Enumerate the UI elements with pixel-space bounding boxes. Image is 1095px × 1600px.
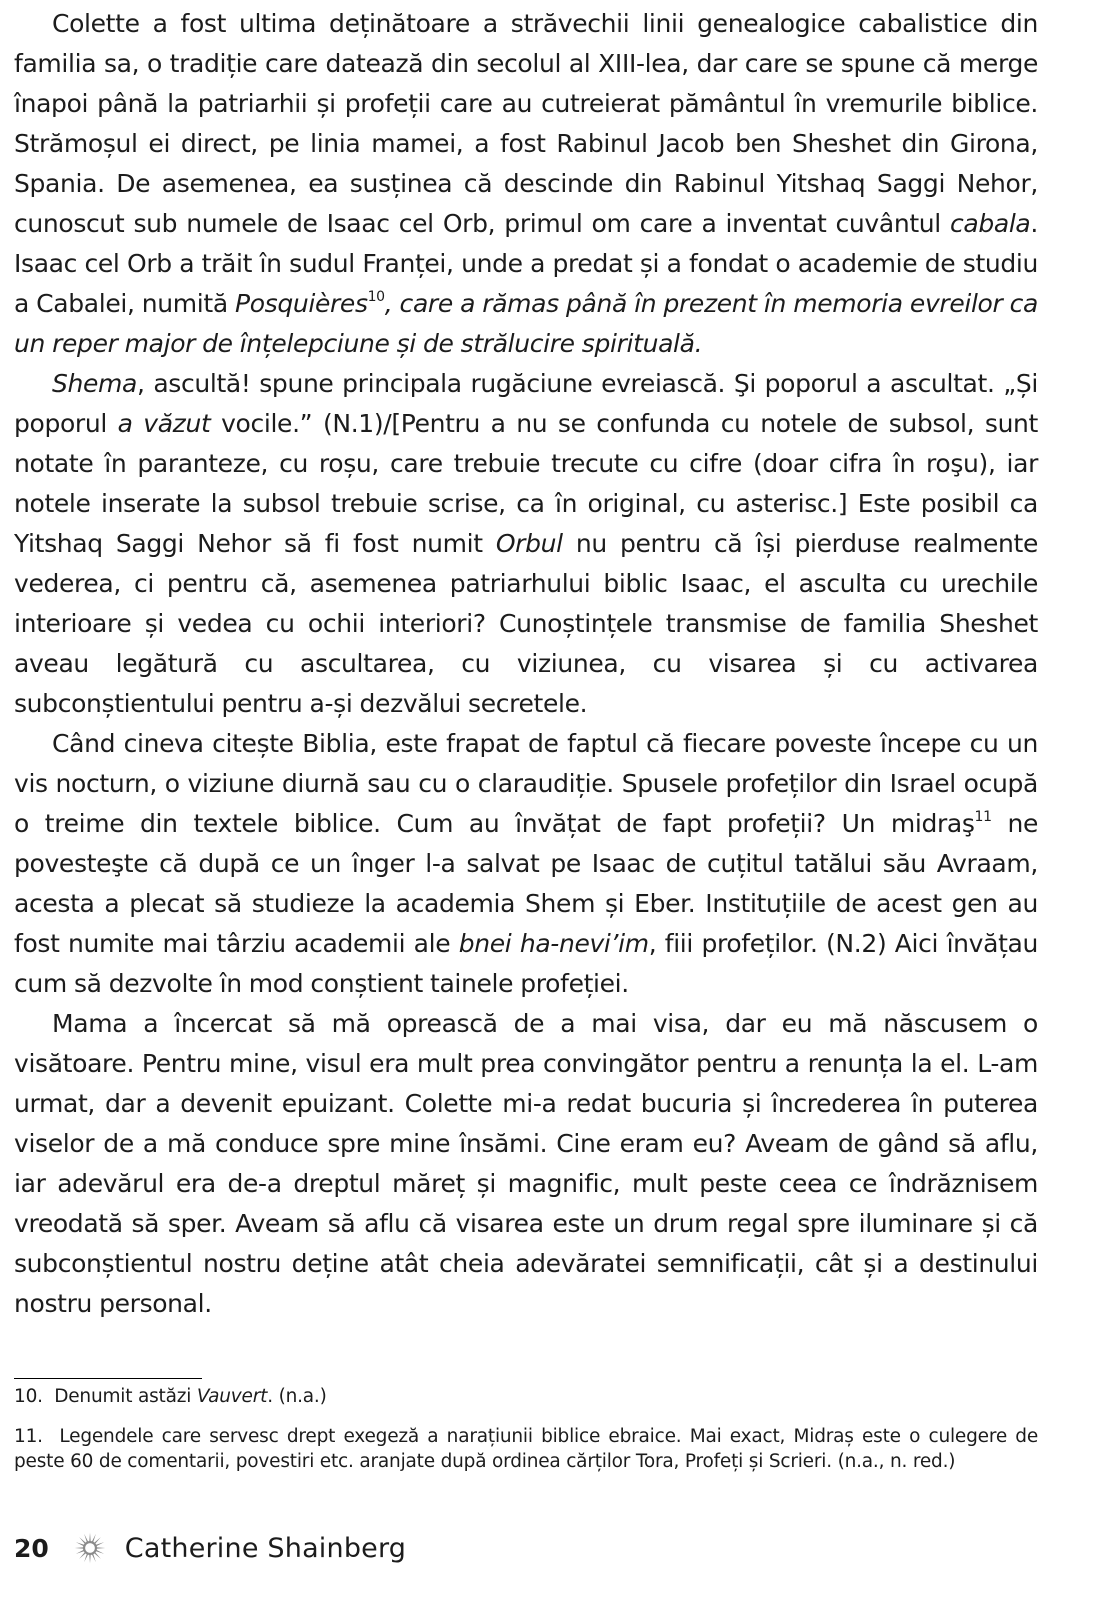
- italic-term: Orbul: [495, 529, 563, 558]
- italic-term: bnei ha-nevi’im: [458, 929, 649, 958]
- italic-term: Shema: [52, 369, 138, 398]
- footnote-text: Legendele care servesc drept exegeză a narațiunii biblice ebraice. Mai exact, Midraș este o culegere de peste 60 de comentarii, povestiri etc. aranjate după ordinea cărților Tora, Profeți și Scrieri. (n.a., n. red.): [14, 1426, 1038, 1472]
- paragraph-4: [14, 1004, 1038, 1324]
- text: vocile.” (N.1)/[Pentru a nu se confunda cu notele de subsol, sunt notate în paranteze, cu roșu, care trebuie trecute cu cifre (doar cifra în roşu), iar notele inserate la subsol trebuie scrise, ca în original, cu asterisc.] Este posibil ca Yitshaq Saggi Nehor să fi fost numit: [14, 409, 1039, 558]
- text: Mama a încercat să mă oprească de a mai visa, dar eu mă născusem o visătoare. Pentru mine, visul era mult prea convingător pentru a renunța la el. L-am urmat, dar a devenit epuizant. Colette mi-a redat bucuria și încrederea în puterea viselor de a mă conduce spre mine însămi. Cine eram eu? Aveam de gând să aflu, iar adevărul era de-a dreptul măreț și magnific, mult peste ceea ce îndrăznisem vreodată să sper. Aveam să aflu că visarea este un drum regal spre iluminare și că subconștientul nostru deține atât cheia adevăratei semnificații, cât și a destinului nostru personal.: [14, 1009, 1038, 1318]
- footnote-text: Denumit astăzi: [54, 1386, 197, 1407]
- author-name: Catherine Shainberg: [124, 1532, 407, 1564]
- paragraph-2: [14, 364, 1038, 724]
- footnote-number: 10.: [14, 1386, 43, 1407]
- text: Când cineva citește Biblia, este frapat de faptul că fiecare poveste începe cu un vis nocturn, o viziune diurnă sau cu o claraudiție. Spusele profeților din Israel ocupă o treime din textele biblice. Cum au învățat de fapt profeții? Un midraş: [14, 729, 1038, 838]
- text: ne povesteşte că după ce un înger l-a salvat pe Isaac de cuțitul tatălui său Avraam, acesta a plecat să studieze la academia Shem și Eber. Instituțiile de acest gen au fost numite mai târziu academii ale: [14, 809, 1038, 958]
- footnote-11: [14, 1424, 1038, 1474]
- page-footer: [14, 1526, 406, 1570]
- text: Colette a fost ultima deținătoare a străvechii linii genealogice cabalistice din familia sa, o tradiție care datează din secolul al XIII-lea, dar care se spune că merge înapoi până la patriarhii și profeții care au cutreierat pământul în vremurile biblice. Strămoșul ei direct, pe linia mamei, a fost Rabinul Jacob ben Sheshet din Girona, Spania. De asemenea, ea susținea că descinde din Rabinul Yitshaq Saggi Nehor, cunoscut sub numele de Isaac cel Orb, primul om care a inventat cuvântul: [14, 9, 1038, 238]
- ornament-ray: [74, 1547, 83, 1549]
- ornament-ray: [96, 1547, 105, 1549]
- paragraph-3: [14, 724, 1038, 1004]
- italic-text: , care a rămas până în prezent în memoria evreilor ca un reper major de înțelepciune și de strălucire spirituală.: [14, 289, 1038, 358]
- ornament-ray: [89, 1533, 91, 1542]
- page-number: 20: [14, 1533, 49, 1563]
- italic-term: a văzut: [117, 409, 211, 438]
- footnote-separator: [14, 1378, 202, 1379]
- text: . Isaac cel Orb a trăit în sudul Franței, unde a predat și a fondat o academie de studiu a Cabalei, numită: [14, 209, 1038, 318]
- text: nu pentru că își pierduse realmente vederea, ci pentru că, asemenea patriarhului biblic Isaac, el asculta cu urechile interioare și vedea cu ochii interiori? Cunoștințele transmise de familia Sheshet aveau legătură cu ascultarea, cu viziunea, cu visarea și cu activarea subconștientului pentru a-și dezvălui secretele.: [14, 529, 1038, 718]
- text: , fiii profeților. (N.2) Aici învățau cum să dezvolte în mod conștient tainele profeției.: [14, 929, 1038, 998]
- footnote-ref-10[interactable]: 10: [367, 289, 385, 305]
- footnote-10: [14, 1384, 1038, 1409]
- italic-term: Posquières: [235, 289, 368, 318]
- paragraph-1: [14, 4, 1038, 364]
- footnote-text: . (n.a.): [267, 1386, 327, 1407]
- text: , ascultă! spune principala rugăciune evreiască. Şi poporul a ascultat. „Și poporul: [14, 369, 1038, 438]
- ornament-ray: [89, 1554, 91, 1563]
- footnote-number: 11.: [14, 1426, 43, 1447]
- italic-term: cabala: [949, 209, 1031, 238]
- footnote-italic: Vauvert: [196, 1386, 268, 1407]
- footnote-ref-11[interactable]: 11: [974, 809, 992, 825]
- page-body: [14, 4, 1038, 1324]
- sunburst-ornament-icon: [73, 1531, 107, 1565]
